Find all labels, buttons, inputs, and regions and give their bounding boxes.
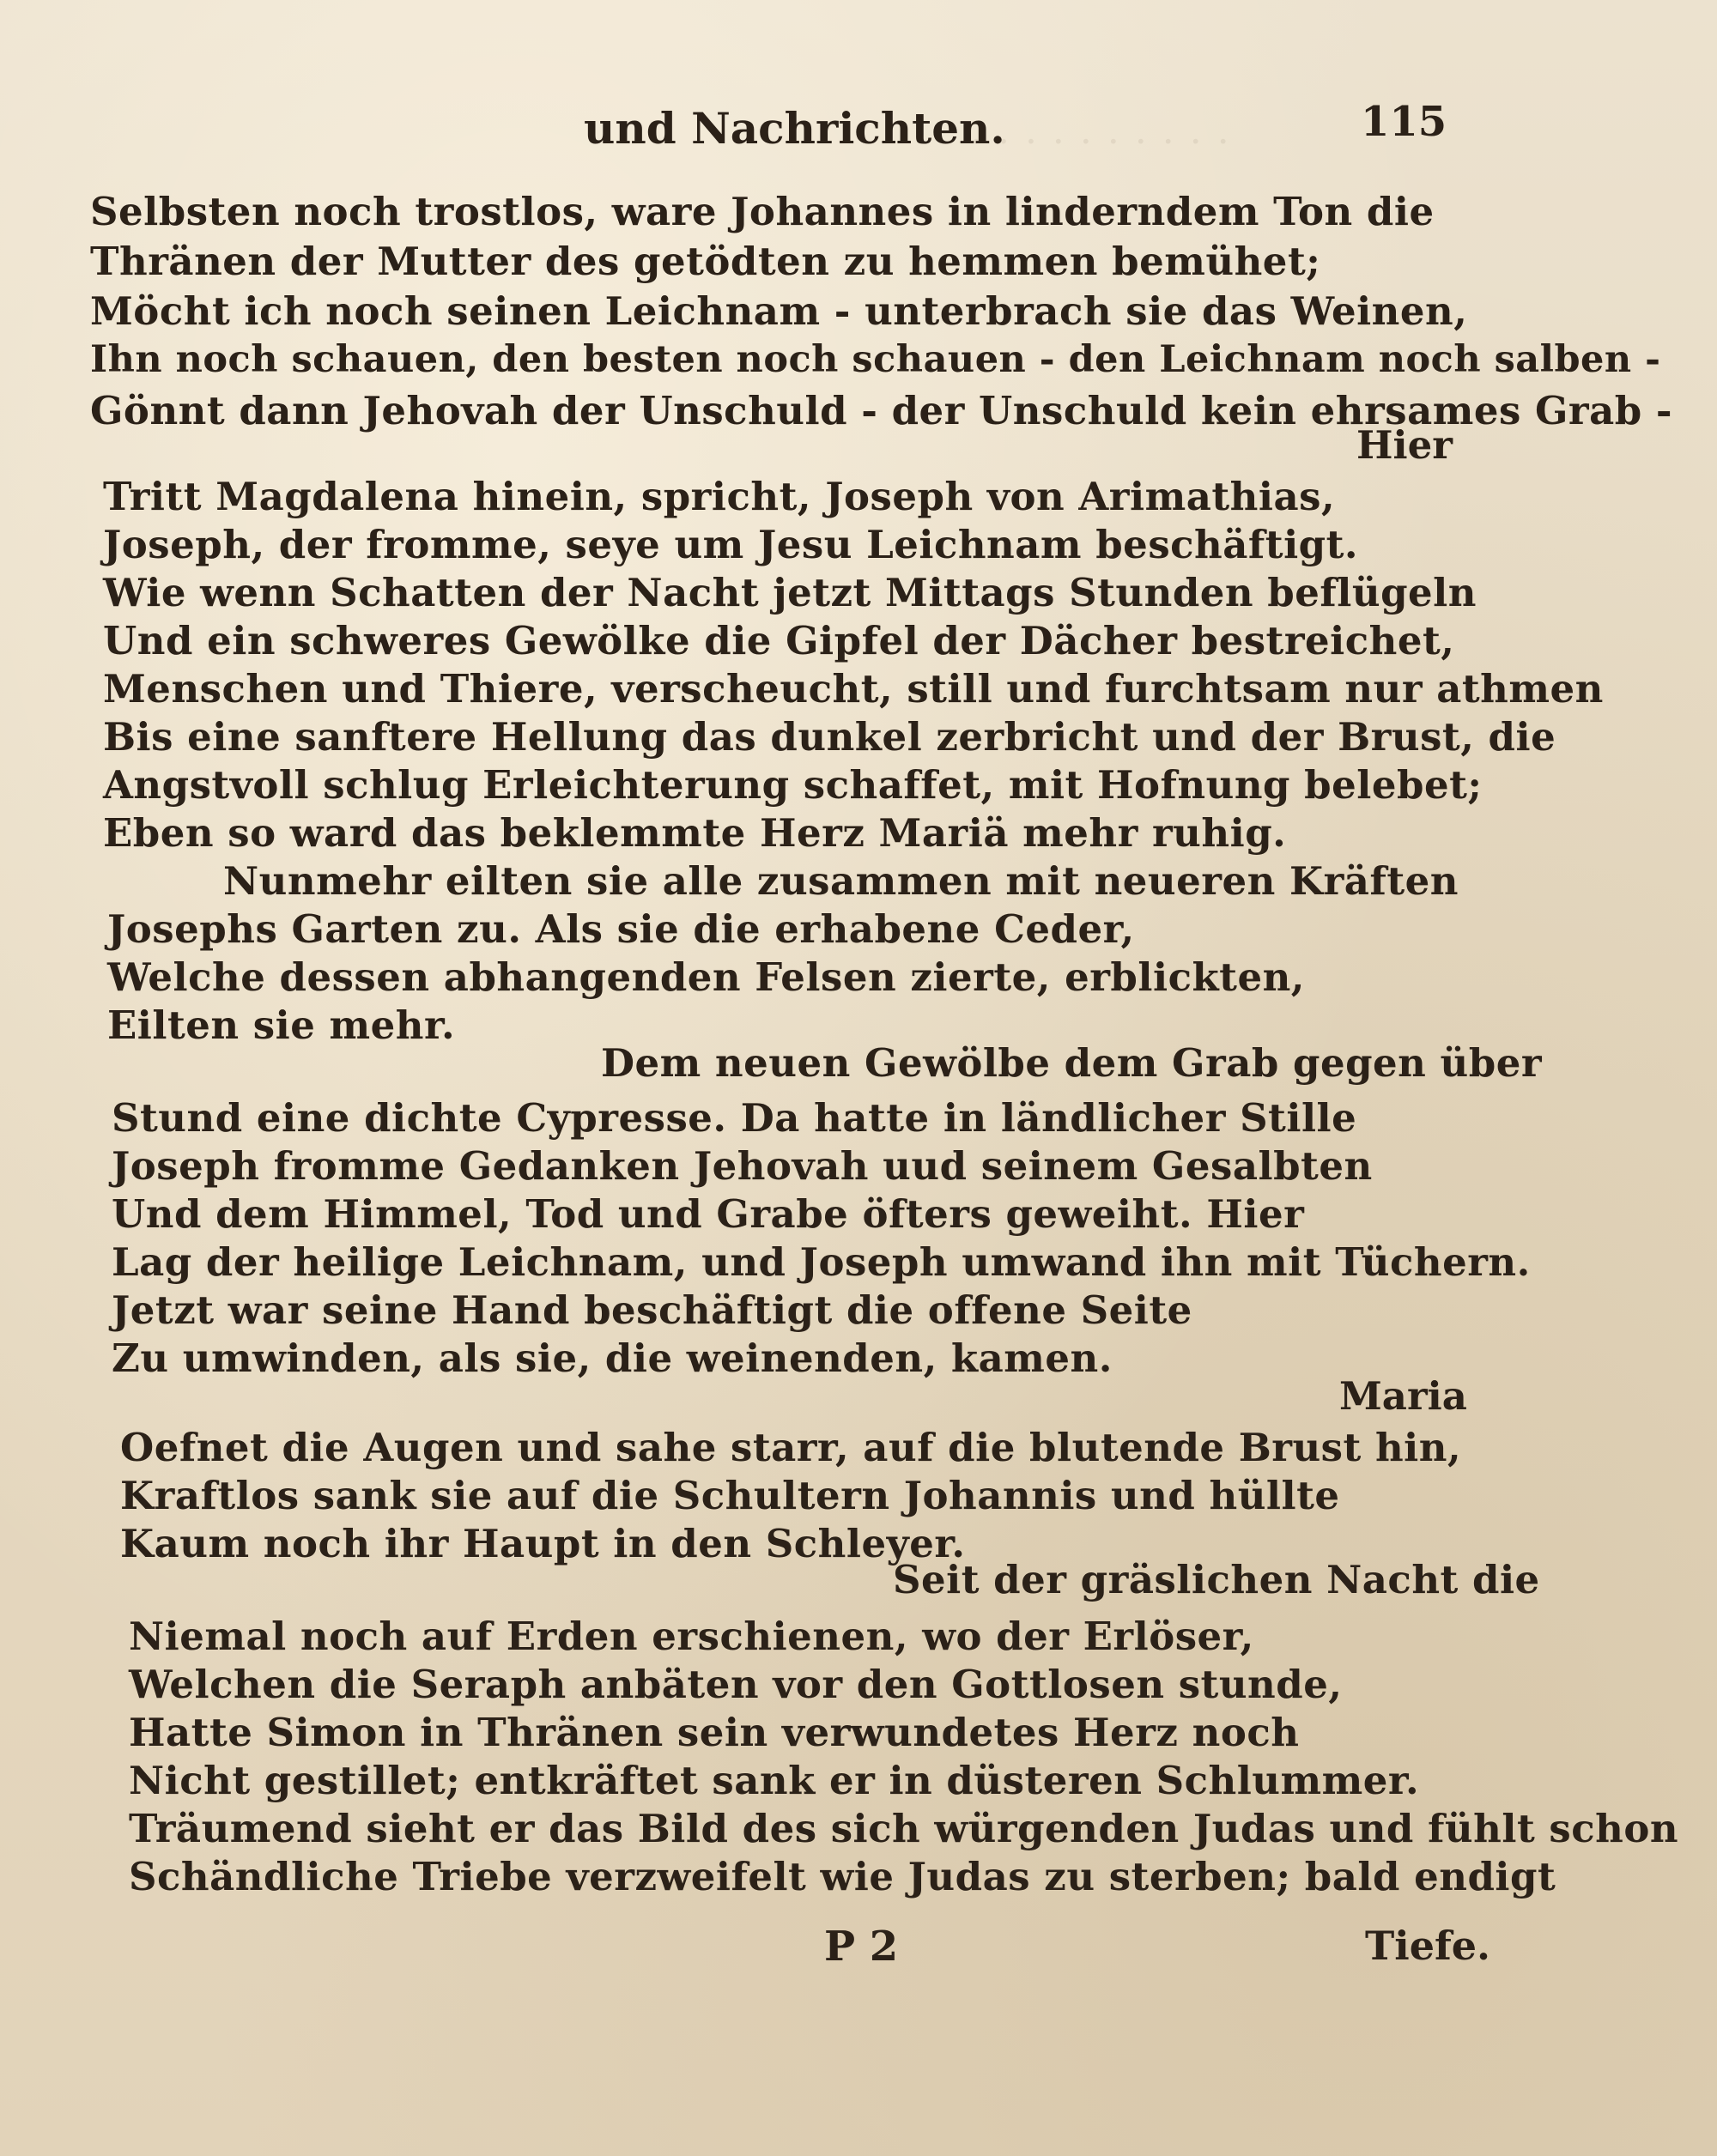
running-title: und Nachrichten. [584, 103, 1005, 154]
text-line: Schändliche Triebe verzweifelt wie Judas zu sterben; bald endigt [129, 1854, 1556, 1899]
text-line: Kaum noch ihr Haupt in den Schleyer. [120, 1521, 966, 1566]
text-line: Lag der heilige Leichnam, und Joseph umwand ihn mit Tüchern. [112, 1239, 1531, 1285]
text-line: Nunmehr eilten sie alle zusammen mit neueren Kräften [223, 858, 1459, 904]
text-line: Wie wenn Schatten der Nacht jetzt Mittags Stunden beflügeln [103, 570, 1477, 615]
text-line: Josephs Garten zu. Als sie die erhabene Ceder, [107, 906, 1135, 952]
text-line: Kraftlos sank sie auf die Schultern Johannis und hüllte [120, 1473, 1340, 1518]
text-line: Eilten sie mehr. [107, 1002, 456, 1048]
text-line: Seit der gräslichen Nacht die [893, 1557, 1540, 1602]
text-line: Selbsten noch trostlos, ware Johannes in linderndem Ton die [90, 189, 1435, 234]
right-aligned-word: Hier [1356, 422, 1453, 468]
text-line: Möcht ich noch seinen Leichnam - unterbrach sie das Weinen, [90, 288, 1468, 334]
text-line: Ihn noch schauen, den besten noch schauen - den Leichnam noch salben - [90, 338, 1661, 381]
page-footer [0, 1923, 1717, 1991]
text-line: Eben so ward das beklemmte Herz Mariä mehr ruhig. [103, 810, 1287, 856]
page-number: 115 [1361, 98, 1447, 146]
text-line: Dem neuen Gewölbe dem Grab gegen über [601, 1040, 1543, 1086]
bleed-through-text: · · · · · · · · · · [970, 120, 1231, 164]
text-line: Hatte Simon in Thränen sein verwundetes Herz noch [129, 1710, 1300, 1755]
right-aligned-word: Maria [1339, 1373, 1467, 1419]
text-line: Bis eine sanftere Hellung das dunkel zerbricht und der Brust, die [103, 714, 1556, 760]
signature-mark: P 2 [824, 1923, 899, 1971]
text-line: Angstvoll schlug Erleichterung schaffet, mit Hofnung belebet; [103, 762, 1483, 808]
text-line: Welchen die Seraph anbäten vor den Gottlosen stunde, [129, 1662, 1343, 1707]
page-header [0, 94, 1717, 163]
text-line: Thränen der Mutter des getödten zu hemmen bemühet; [90, 239, 1321, 284]
catchword: Tiefe. [1365, 1923, 1491, 1969]
text-line: Niemal noch auf Erden erschienen, wo der Erlöser, [129, 1614, 1254, 1659]
text-line: Nicht gestillet; entkräftet sank er in düsteren Schlummer. [129, 1758, 1420, 1803]
text-line: Zu umwinden, als sie, die weinenden, kamen. [112, 1335, 1113, 1381]
text-line: Und dem Himmel, Tod und Grabe öfters geweiht. Hier [112, 1191, 1305, 1237]
text-line: Welche dessen abhangenden Felsen zierte, erblickten, [107, 954, 1305, 1000]
text-line: Jetzt war seine Hand beschäftigt die offene Seite [112, 1287, 1192, 1333]
text-line: Oefnet die Augen und sahe starr, auf die blutende Brust hin, [120, 1425, 1462, 1470]
text-line: Und ein schweres Gewölke die Gipfel der Dächer bestreichet, [103, 618, 1455, 663]
text-line: Stund eine dichte Cypresse. Da hatte in ländlicher Stille [112, 1095, 1357, 1141]
text-line: Joseph fromme Gedanken Jehovah uud seinem Gesalbten [112, 1143, 1373, 1189]
text-line: Gönnt dann Jehovah der Unschuld - der Unschuld kein ehrsames Grab - [90, 388, 1673, 433]
text-line: Menschen und Thiere, verscheucht, still und furchtsam nur athmen [103, 666, 1604, 712]
text-line: Tritt Magdalena hinein, spricht, Joseph von Arimathias, [103, 474, 1336, 519]
text-line: Träumend sieht er das Bild des sich würgenden Judas und fühlt schon [129, 1806, 1679, 1851]
text-line: Joseph, der fromme, seye um Jesu Leichnam beschäftigt. [103, 522, 1359, 567]
